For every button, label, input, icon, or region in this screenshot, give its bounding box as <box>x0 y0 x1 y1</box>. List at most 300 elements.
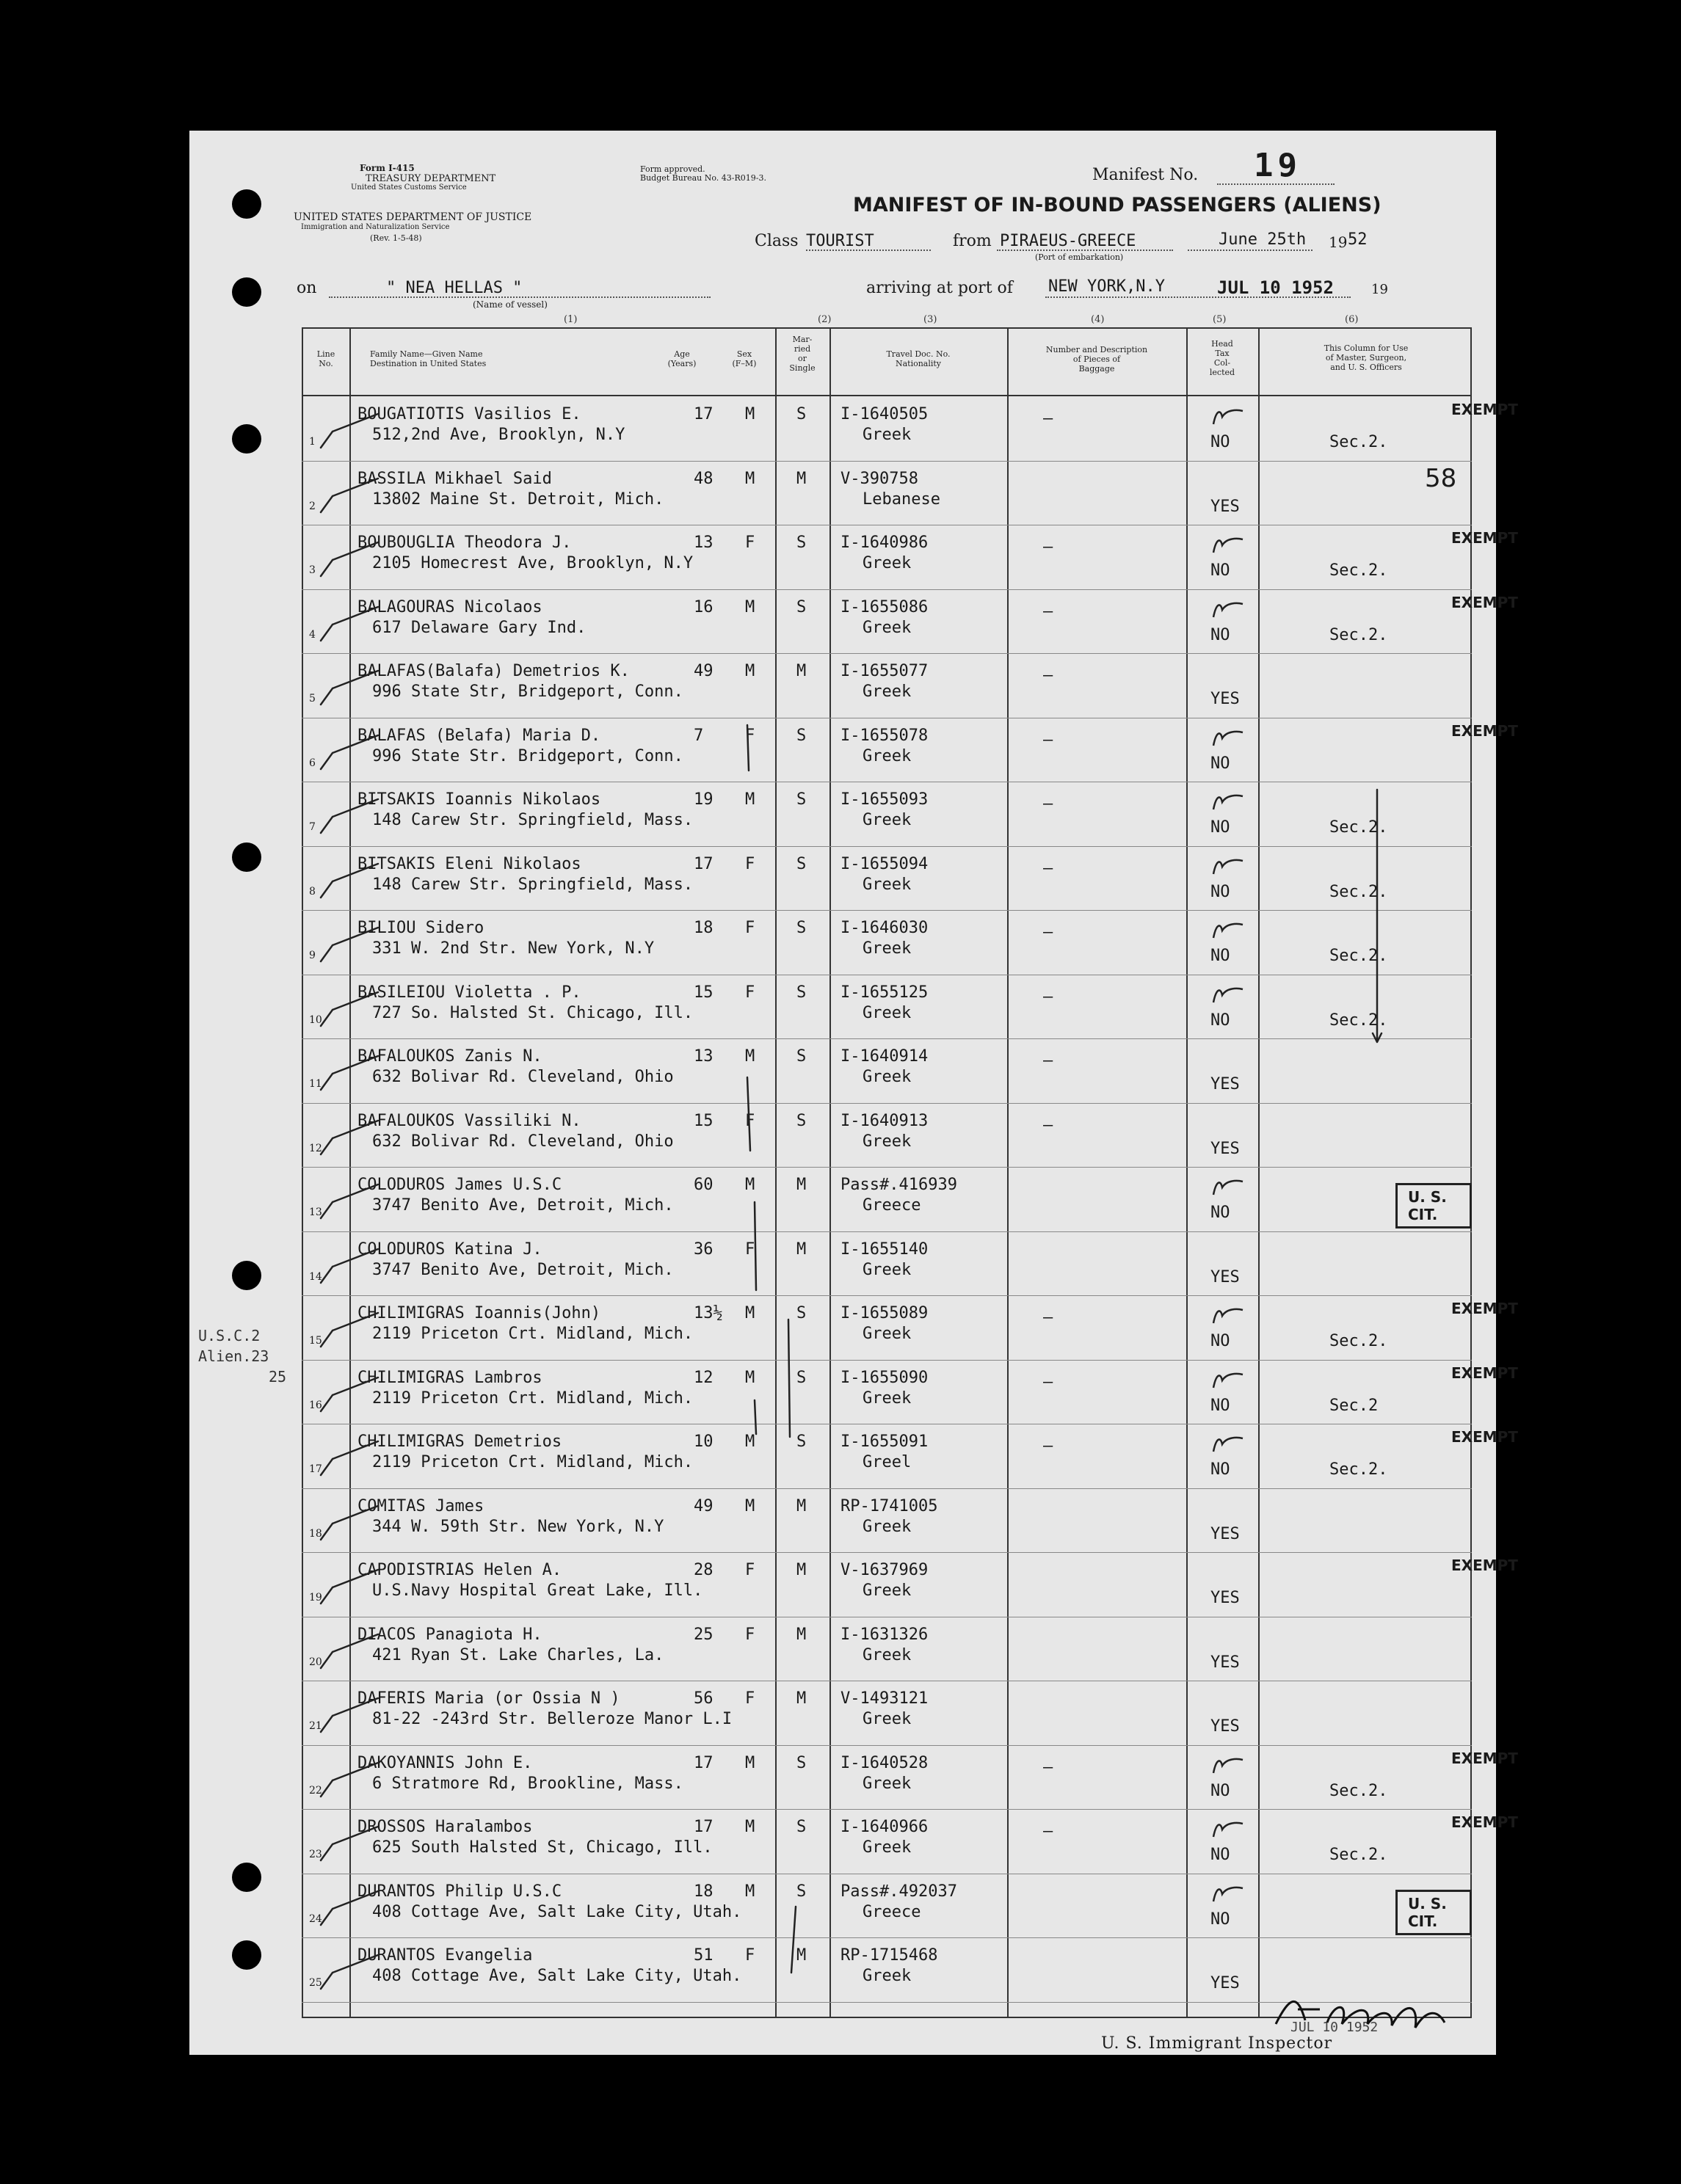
passenger-name: COMITAS James <box>357 1496 484 1515</box>
remark-stamp: EXEMPT <box>1451 1557 1518 1574</box>
age: 36 <box>694 1240 714 1259</box>
head-tax: NO <box>1210 433 1230 451</box>
nationality: Greek <box>863 618 912 637</box>
travel-doc-no: I-1640528 <box>840 1753 929 1772</box>
marital-status: S <box>796 854 807 873</box>
passenger-name: DURANTOS Evangelia <box>357 1946 533 1965</box>
header-remarks: This Column for Use of Master, Surgeon, and U. S. Officers <box>1324 343 1409 372</box>
travel-doc-no: V-1637969 <box>840 1561 929 1579</box>
from-value: PIRAEUS-GREECE <box>1000 232 1136 250</box>
nationality: Greek <box>863 875 912 894</box>
baggage: — <box>1043 923 1053 942</box>
travel-doc-no: I-1655093 <box>840 790 929 809</box>
check-mark-icon <box>316 1502 382 1546</box>
travel-doc-no: I-1655125 <box>840 983 929 1002</box>
head-tax: YES <box>1210 1589 1240 1607</box>
passenger-name: BAFALOUKOS Vassiliki N. <box>357 1111 581 1130</box>
travel-doc-no: RP-1715468 <box>840 1946 938 1965</box>
head-tax: YES <box>1210 1075 1240 1093</box>
head-tax: NO <box>1210 561 1230 580</box>
marital-status: S <box>796 919 807 937</box>
marital-status: S <box>796 1111 807 1130</box>
travel-doc-no: I-1640914 <box>840 1047 929 1066</box>
margin-note-usc: U.S.C.2 <box>198 1327 261 1344</box>
travel-doc-no: V-1493121 <box>840 1689 929 1708</box>
passenger-name: BAFALOUKOS Zanis N. <box>357 1047 542 1066</box>
travel-doc-no: RP-1741005 <box>840 1496 938 1515</box>
nationality: Greek <box>863 746 912 765</box>
age: 28 <box>694 1561 714 1579</box>
marital-status: M <box>796 1176 807 1194</box>
sex: M <box>745 1304 755 1322</box>
destination: 408 Cottage Ave, Salt Lake City, Utah. <box>372 1902 742 1921</box>
head-tax: NO <box>1210 947 1230 965</box>
nationality: Greek <box>863 1068 912 1086</box>
manifest-sheet <box>189 131 1518 2055</box>
passenger-name: CHILIMIGRAS Demetrios <box>357 1433 562 1451</box>
marital-status: M <box>796 1946 807 1965</box>
passenger-name: BOUBOUGLIA Theodora J. <box>357 534 572 552</box>
table-row <box>302 782 1472 845</box>
travel-doc-no: I-1655077 <box>840 662 929 680</box>
travel-doc-no: I-1655089 <box>840 1304 929 1322</box>
line-number: 25 <box>309 1977 322 1989</box>
tick-icon <box>1210 1370 1247 1392</box>
sex: M <box>745 1882 755 1901</box>
baggage: — <box>1043 1437 1053 1455</box>
destination: 148 Carew Str. Springfield, Mass. <box>372 875 694 894</box>
nationality: Greek <box>863 1645 912 1664</box>
line-number: 9 <box>309 950 316 961</box>
arrival-port: NEW YORK,N.Y <box>1048 277 1165 296</box>
manifest-label: Manifest No. <box>1092 166 1199 184</box>
table-row <box>302 910 1472 974</box>
sex: F <box>745 1625 755 1644</box>
margin-note-alien: Alien.23 <box>198 1347 269 1365</box>
punch-hole <box>232 1261 261 1290</box>
sex: M <box>745 1176 755 1194</box>
marital-status: S <box>796 790 807 809</box>
class-value: TOURIST <box>806 232 874 250</box>
passenger-name: BASILEIOU Violetta . P. <box>357 983 581 1002</box>
passenger-name: DURANTOS Philip U.S.C <box>357 1882 562 1901</box>
line-number: 4 <box>309 628 316 641</box>
table-row <box>302 1617 1472 1681</box>
baggage: — <box>1043 1308 1053 1327</box>
passenger-name: CHILIMIGRAS Lambros <box>357 1368 542 1387</box>
inspector-date-stamp: JUL 10 1952 <box>1290 2020 1379 2035</box>
head-tax: YES <box>1210 690 1240 708</box>
sex: F <box>745 854 755 873</box>
passenger-name: BALAGOURAS Nicolaos <box>357 597 542 616</box>
nationality: Greek <box>863 1325 912 1343</box>
remark-stamp: 58 <box>1425 463 1457 493</box>
ins-service: Immigration and Naturalization Service <box>301 223 450 231</box>
remark-stamp: EXEMPT <box>1451 529 1518 547</box>
head-tax: YES <box>1210 1139 1240 1158</box>
sex: F <box>745 983 755 1002</box>
form-number: Form I-415 <box>360 163 415 173</box>
customs-service: United States Customs Service <box>351 183 467 192</box>
sex: F <box>745 534 755 552</box>
head-tax: NO <box>1210 1011 1230 1030</box>
line-number: 20 <box>309 1656 322 1668</box>
line-number: 2 <box>309 500 316 512</box>
nationality: Greece <box>863 1902 921 1921</box>
check-mark-icon <box>316 1630 382 1674</box>
age: 49 <box>694 662 714 680</box>
remarks: Sec.2. <box>1329 433 1388 451</box>
age: 56 <box>694 1689 714 1708</box>
line-number: 15 <box>309 1335 322 1347</box>
head-tax: NO <box>1210 882 1230 901</box>
destination: 331 W. 2nd Str. New York, N.Y <box>372 939 655 958</box>
line-number: 11 <box>309 1078 322 1090</box>
age: 17 <box>694 854 714 873</box>
sex: M <box>745 469 755 488</box>
travel-doc-no: I-1655086 <box>840 597 929 616</box>
line-number: 6 <box>309 757 316 769</box>
age: 25 <box>694 1625 714 1644</box>
destination: 2119 Priceton Crt. Midland, Mich. <box>372 1388 694 1408</box>
on-label: on <box>297 279 317 297</box>
destination: 617 Delaware Gary Ind. <box>372 618 587 637</box>
line-number: 14 <box>309 1270 322 1283</box>
head-tax: YES <box>1210 1524 1240 1543</box>
age: 48 <box>694 469 714 488</box>
punch-hole <box>232 424 261 454</box>
baggage: — <box>1043 666 1053 685</box>
head-tax: NO <box>1210 1846 1230 1864</box>
destination: 344 W. 59th Str. New York, N.Y <box>372 1517 664 1536</box>
tick-icon <box>1210 535 1247 557</box>
sex: F <box>745 1240 755 1259</box>
table-row <box>302 1360 1518 1424</box>
punch-hole <box>232 842 261 872</box>
nationality: Lebanese <box>863 489 940 509</box>
destination: 3747 Benito Ave, Detroit, Mich. <box>372 1260 674 1279</box>
remarks: Sec.2. <box>1329 1846 1388 1864</box>
check-mark-icon <box>316 1694 382 1738</box>
passenger-name: BOUGATIOTIS Vasilios E. <box>357 405 581 423</box>
check-mark-icon <box>316 1822 382 1866</box>
age: 7 <box>694 726 704 745</box>
baggage: — <box>1043 1115 1053 1135</box>
age: 16 <box>694 597 714 616</box>
tick-icon <box>1210 728 1247 750</box>
baggage: — <box>1043 410 1053 428</box>
table-row <box>302 1874 1472 1937</box>
table-row <box>302 1488 1472 1552</box>
table-row <box>302 1231 1472 1295</box>
nationality: Greece <box>863 1196 921 1215</box>
marital-status: S <box>796 1818 807 1836</box>
marital-status: M <box>796 1240 807 1259</box>
travel-doc-no: V-390758 <box>840 469 918 488</box>
head-tax: YES <box>1210 1974 1240 1992</box>
punch-hole <box>232 1863 261 1892</box>
check-mark-icon <box>316 795 382 839</box>
sex: M <box>745 662 755 680</box>
from-label: from <box>953 232 992 250</box>
tick-icon <box>1210 1306 1247 1328</box>
passenger-name: BILIOU Sidero <box>357 919 484 937</box>
tick-icon <box>1210 1884 1247 1906</box>
column-number: (6) <box>1345 314 1359 325</box>
header-married: Mar- ried or Single <box>789 335 816 373</box>
header-sex: Sex (F–M) <box>732 349 757 368</box>
sex: M <box>745 1496 755 1515</box>
destination: 632 Bolivar Rd. Cleveland, Ohio <box>372 1132 674 1151</box>
nationality: Greek <box>863 939 912 958</box>
nationality: Greek <box>863 1774 912 1793</box>
marital-status: M <box>796 1561 807 1579</box>
travel-doc-no: I-1655078 <box>840 726 929 745</box>
passenger-name: BASSILA Mikhael Said <box>357 469 552 488</box>
form-approved: Form approved. <box>640 164 705 174</box>
nationality: Greek <box>863 811 912 829</box>
tick-icon <box>1210 1819 1247 1841</box>
justice-dept: UNITED STATES DEPARTMENT OF JUSTICE <box>294 211 532 223</box>
header-line-no: Line No. <box>316 349 335 368</box>
remarks: Sec.2. <box>1329 1460 1388 1479</box>
head-tax: NO <box>1210 1332 1230 1350</box>
nationality: Greek <box>863 1132 912 1151</box>
sex: M <box>745 790 755 809</box>
header-head-tax: Head Tax Col- lected <box>1209 339 1235 377</box>
year-prefix: 19 <box>1329 233 1348 251</box>
age: 10 <box>694 1433 714 1451</box>
nationality: Greek <box>863 1388 912 1408</box>
check-mark-icon <box>316 538 382 582</box>
remark-stamp: EXEMPT <box>1451 721 1518 740</box>
remarks: Sec.2. <box>1329 1781 1388 1800</box>
passenger-name: DAKOYANNIS John E. <box>357 1753 533 1772</box>
marital-status: S <box>796 1047 807 1066</box>
age: 19 <box>694 790 714 809</box>
nationality: Greek <box>863 1838 912 1857</box>
destination: 512,2nd Ave, Brooklyn, N.Y <box>372 426 625 444</box>
marital-status: S <box>796 983 807 1002</box>
table-row <box>302 461 1472 525</box>
destination: 3747 Benito Ave, Detroit, Mich. <box>372 1196 674 1215</box>
check-mark-icon <box>316 410 382 454</box>
check-mark-icon <box>316 923 382 967</box>
punch-hole <box>232 1940 261 1970</box>
destination: 632 Bolivar Rd. Cleveland, Ohio <box>372 1068 674 1086</box>
destination: U.S.Navy Hospital Great Lake, Ill. <box>372 1581 703 1600</box>
baggage: — <box>1043 1052 1053 1070</box>
passenger-name: BITSAKIS Ioannis Nikolaos <box>357 790 601 809</box>
column-number: (4) <box>1091 314 1105 325</box>
sex: F <box>745 919 755 937</box>
baggage: — <box>1043 987 1053 1006</box>
remark-stamp: EXEMPT <box>1451 1749 1518 1767</box>
nationality: Greek <box>863 682 912 701</box>
marital-status: S <box>796 534 807 552</box>
revision: (Rev. 1-5-48) <box>370 233 422 243</box>
table-row <box>302 525 1518 589</box>
remark-stamp: EXEMPT <box>1451 1364 1518 1382</box>
age: 51 <box>694 1946 714 1965</box>
inspector-caption: U. S. Immigrant Inspector <box>1101 2034 1333 2053</box>
tick-icon <box>1210 920 1247 942</box>
passenger-name: BALAFAS (Belafa) Maria D. <box>357 726 601 745</box>
arrival-year: 19 <box>1371 282 1388 297</box>
sex: F <box>745 726 755 745</box>
marital-status: S <box>796 405 807 423</box>
column-number: (2) <box>818 314 832 325</box>
check-mark-icon <box>316 1437 382 1481</box>
port-embarkation-caption: (Port of embarkation) <box>1035 252 1124 262</box>
sex: M <box>745 405 755 423</box>
destination: 6 Stratmore Rd, Brookline, Mass. <box>372 1774 683 1793</box>
line-number: 10 <box>309 1013 322 1026</box>
travel-doc-no: I-1640913 <box>840 1111 929 1130</box>
table-row <box>302 1681 1472 1744</box>
destination: 421 Ryan St. Lake Charles, La. <box>372 1645 664 1664</box>
page-title: MANIFEST OF IN-BOUND PASSENGERS (ALIENS) <box>853 194 1382 216</box>
check-mark-icon <box>316 731 382 775</box>
passenger-name: DIACOS Panagiota H. <box>357 1625 542 1644</box>
nationality: Greek <box>863 1003 912 1022</box>
age: 18 <box>694 919 714 937</box>
punch-hole <box>232 189 261 219</box>
punch-hole <box>232 277 261 307</box>
sex: M <box>745 1047 755 1066</box>
header-travel-doc: Travel Doc. No. Nationality <box>886 349 951 368</box>
sex: M <box>745 597 755 616</box>
head-tax: YES <box>1210 497 1240 516</box>
destination: 81-22 -243rd Str. Belleroze Manor L.I <box>372 1710 733 1728</box>
check-mark-icon <box>316 1116 382 1160</box>
table-row <box>302 1167 1472 1231</box>
remarks: Sec.2. <box>1329 625 1388 644</box>
sex: F <box>745 1561 755 1579</box>
line-number: 1 <box>309 436 316 448</box>
baggage: — <box>1043 1758 1053 1777</box>
line-number: 21 <box>309 1720 322 1732</box>
sex: M <box>745 1433 755 1451</box>
line-number: 8 <box>309 885 316 898</box>
arrival-date-stamp: JUL 10 1952 <box>1217 277 1334 298</box>
passenger-name: BITSAKIS Eleni Nikolaos <box>357 854 581 873</box>
marital-status: M <box>796 1625 807 1644</box>
nationality: Greek <box>863 1517 912 1536</box>
check-mark-icon <box>316 1565 382 1609</box>
age: 17 <box>694 1753 714 1772</box>
tick-icon <box>1210 600 1247 622</box>
nationality: Greel <box>863 1453 912 1471</box>
check-mark-icon <box>316 1887 382 1931</box>
tick-icon <box>1210 1177 1247 1199</box>
head-tax: NO <box>1210 754 1230 773</box>
age: 17 <box>694 1818 714 1836</box>
passenger-name: COLODUROS James U.S.C <box>357 1176 562 1194</box>
destination: 625 South Halsted St, Chicago, Ill. <box>372 1838 713 1857</box>
destination: 13802 Maine St. Detroit, Mich. <box>372 489 664 509</box>
line-number: 18 <box>309 1527 322 1540</box>
head-tax: NO <box>1210 1910 1230 1929</box>
check-mark-icon <box>316 474 382 518</box>
vessel-caption: (Name of vessel) <box>473 299 548 310</box>
marital-status: M <box>796 469 807 488</box>
check-mark-icon <box>316 859 382 903</box>
check-mark-icon <box>316 1758 382 1802</box>
remarks: Sec.2. <box>1329 947 1388 965</box>
check-mark-icon <box>316 1373 382 1417</box>
budget-bureau: Budget Bureau No. 43-R019-3. <box>640 173 767 183</box>
remark-stamp: EXEMPT <box>1451 593 1518 611</box>
table-row <box>302 1809 1518 1873</box>
passenger-name: BALAFAS(Balafa) Demetrios K. <box>357 662 630 680</box>
baggage: — <box>1043 1372 1053 1391</box>
nationality: Greek <box>863 426 912 444</box>
remark-stamp: U. S. CIT. <box>1395 1183 1472 1228</box>
age: 13 <box>694 534 714 552</box>
treasury-dept: TREASURY DEPARTMENT <box>366 173 496 184</box>
remark-stamp: EXEMPT <box>1451 1300 1518 1317</box>
table-row <box>302 1295 1518 1359</box>
table-row <box>302 846 1472 910</box>
tick-icon <box>1210 856 1247 878</box>
marital-status: M <box>796 662 807 680</box>
arriving-label: arriving at port of <box>866 279 1013 297</box>
sex: M <box>745 1753 755 1772</box>
remark-stamp: EXEMPT <box>1451 401 1518 418</box>
table-row <box>302 1552 1518 1616</box>
destination: 727 So. Halsted St. Chicago, Ill. <box>372 1003 694 1022</box>
baggage: — <box>1043 795 1053 813</box>
remarks: Sec.2. <box>1329 882 1388 901</box>
table-row <box>302 396 1518 460</box>
destination: 2119 Priceton Crt. Midland, Mich. <box>372 1325 694 1343</box>
year-value: 52 <box>1348 230 1368 249</box>
travel-doc-no: I-1646030 <box>840 919 929 937</box>
age: 15 <box>694 1111 714 1130</box>
margin-note-total: 25 <box>269 1368 287 1386</box>
baggage: — <box>1043 602 1053 621</box>
head-tax: YES <box>1210 1267 1240 1286</box>
head-tax: NO <box>1210 1204 1230 1222</box>
check-mark-icon <box>316 603 382 647</box>
age: 18 <box>694 1882 714 1901</box>
nationality: Greek <box>863 1581 912 1600</box>
remarks: Sec.2 <box>1329 1396 1379 1415</box>
head-tax: NO <box>1210 1396 1230 1415</box>
passenger-name: DROSSOS Haralambos <box>357 1818 533 1836</box>
head-tax: NO <box>1210 1781 1230 1800</box>
nationality: Greek <box>863 554 912 572</box>
sex: M <box>745 1368 755 1387</box>
line-number: 7 <box>309 821 316 833</box>
passenger-name: COLODUROS Katina J. <box>357 1240 542 1259</box>
age: 12 <box>694 1368 714 1387</box>
check-mark-icon <box>316 1951 382 1995</box>
travel-doc-no: I-1655091 <box>840 1433 929 1451</box>
table-row <box>302 718 1518 782</box>
destination: 2105 Homecrest Ave, Brooklyn, N.Y <box>372 554 694 572</box>
tick-icon <box>1210 1434 1247 1456</box>
sex: F <box>745 1946 755 1965</box>
travel-doc-no: I-1640505 <box>840 405 929 423</box>
marital-status: S <box>796 1753 807 1772</box>
head-tax: YES <box>1210 1653 1240 1672</box>
head-tax: NO <box>1210 818 1230 837</box>
destination: 996 State Str. Bridgeport, Conn. <box>372 746 683 765</box>
age: 15 <box>694 983 714 1002</box>
table-row <box>302 653 1472 717</box>
